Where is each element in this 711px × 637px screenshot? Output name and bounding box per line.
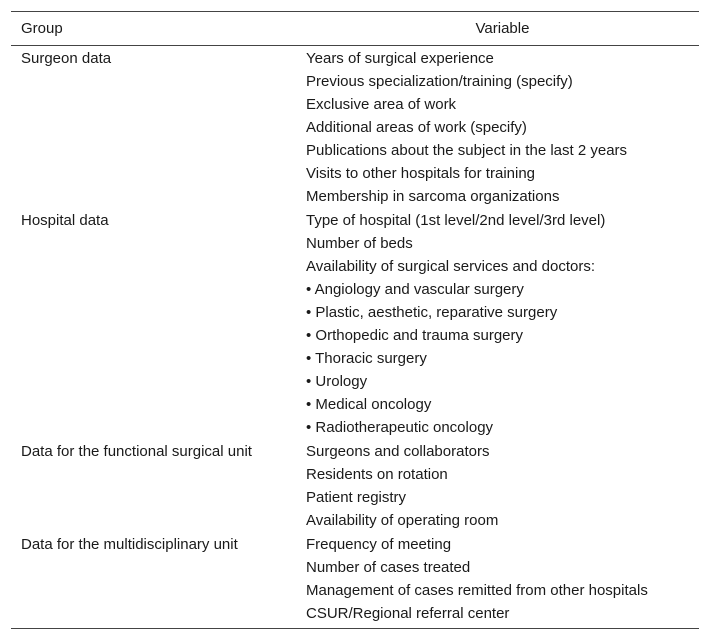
variable-item: • Angiology and vascular surgery xyxy=(306,281,524,298)
table-row xyxy=(11,532,699,629)
header-row xyxy=(11,12,699,46)
variable-item: Residents on rotation xyxy=(306,466,448,483)
table-row xyxy=(11,208,699,439)
variable-item: Years of surgical experience xyxy=(306,50,494,67)
table-row xyxy=(11,439,699,532)
table-row xyxy=(11,46,699,209)
variables-table xyxy=(11,11,699,629)
variable-item: • Radiotherapeutic oncology xyxy=(306,419,494,436)
variable-item: Patient registry xyxy=(306,489,407,506)
variable-item: Availability of operating room xyxy=(306,512,499,529)
data-table-container xyxy=(11,11,699,629)
variable-item: Number of beds xyxy=(306,235,413,252)
variable-item: • Medical oncology xyxy=(306,396,432,413)
variable-cell xyxy=(306,46,699,209)
variable-item: • Orthopedic and trauma surgery xyxy=(306,327,524,344)
table-header xyxy=(11,12,699,46)
group-cell: Data for the functional surgical unit xyxy=(21,443,252,460)
variable-item: Number of cases treated xyxy=(306,559,471,576)
variable-item: Surgeons and collaborators xyxy=(306,443,490,460)
variable-item: • Thoracic surgery xyxy=(306,350,427,367)
column-header-group: Group xyxy=(11,12,306,46)
column-header-variable: Variable xyxy=(306,12,699,46)
group-cell: Surgeon data xyxy=(21,50,112,67)
variable-cell xyxy=(306,532,699,629)
variable-item: Additional areas of work (specify) xyxy=(306,119,527,136)
group-cell: Hospital data xyxy=(21,212,109,229)
variable-item: • Plastic, aesthetic, reparative surgery xyxy=(306,304,558,321)
variable-item: • Urology xyxy=(306,373,368,390)
variable-cell xyxy=(306,208,699,439)
variable-item: Previous specialization/training (specify) xyxy=(306,73,573,90)
variable-item: Visits to other hospitals for training xyxy=(306,165,536,182)
variable-item: Membership in sarcoma organizations xyxy=(306,188,560,205)
table-body xyxy=(11,46,699,629)
variable-item: Availability of surgical services and doctors: xyxy=(306,258,596,275)
variable-item: Management of cases remitted from other hospitals xyxy=(306,582,648,599)
variable-item: Frequency of meeting xyxy=(306,536,452,553)
variable-item: Publications about the subject in the last 2 years xyxy=(306,142,628,159)
variable-item: Exclusive area of work xyxy=(306,96,457,113)
variable-item: Type of hospital (1st level/2nd level/3rd level) xyxy=(306,212,606,229)
group-cell: Data for the multidisciplinary unit xyxy=(21,536,238,553)
variable-cell xyxy=(306,439,699,532)
variable-item: CSUR/Regional referral center xyxy=(306,605,510,622)
